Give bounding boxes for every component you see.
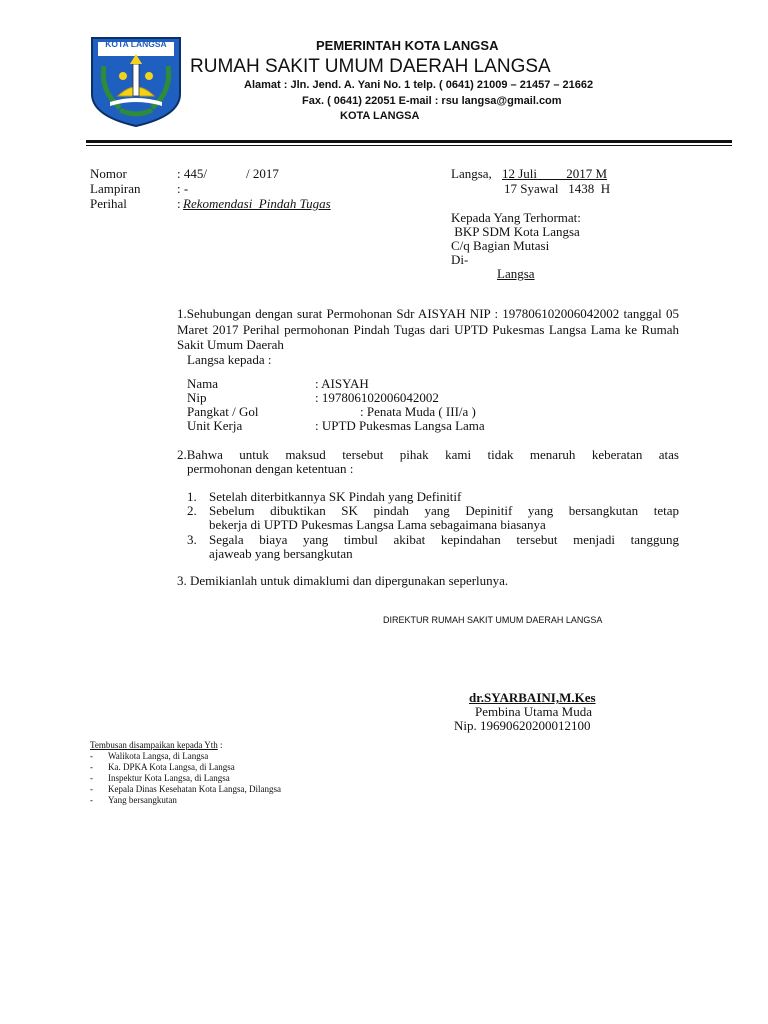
paragraph-1-last-line: Langsa kepada : <box>187 352 272 367</box>
cc-heading: Tembusan disampaikan kepada Yth <box>90 740 218 750</box>
cc-heading-colon: : <box>217 740 223 750</box>
paragraph-2-text: 2.Bahwa untuk maksud tersebut pihak kami tidak menaruh keberatan atas <box>177 447 679 462</box>
recipient-line-1: Kepada Yang Terhormat: <box>451 210 581 225</box>
government-name: PEMERINTAH KOTA LANGSA <box>316 38 499 53</box>
cc-item: - Ka. DPKA Kota Langsa, di Langsa <box>90 762 235 772</box>
cc-heading-row <box>90 740 223 751</box>
paragraph-1-text: 1.Sehubungan dengan surat Permohonan Sdr AISYAH NIP : 197806102006042002 tanggal 05 Maret 2017 Perihal permohonan Pindah Tugas dari UPTD Pukesmas Langsa Lama ke Rumah Sakit Umum Daerah <box>177 306 679 352</box>
recipient-line-2: BKP SDM Kota Langsa <box>451 224 580 239</box>
condition-1-number: 1. <box>187 489 197 504</box>
date-place: Langsa, <box>451 166 492 181</box>
perihal-colon: : <box>177 196 181 211</box>
emblem-text: KOTA LANGSA <box>105 39 167 49</box>
recipient-line-5: Langsa <box>497 266 535 281</box>
signatory-name: dr.SYARBAINI,M.Kes <box>469 690 596 705</box>
field-label-nama: Nama <box>187 376 219 391</box>
hospital-name: RUMAH SAKIT UMUM DAERAH LANGSA <box>190 56 551 77</box>
nomor-value: : 445/ / 2017 <box>177 166 279 181</box>
letterhead-divider-thick <box>86 140 732 143</box>
recipient-line-3: C/q Bagian Mutasi <box>451 238 550 253</box>
hospital-address: Alamat : Jln. Jend. A. Yani No. 1 telp. ( 0641) 21009 – 21457 – 21662 <box>244 79 594 91</box>
signature-title: DIREKTUR RUMAH SAKIT UMUM DAERAH LANGSA <box>383 615 603 625</box>
cc-item-text: Yang bersangkutan <box>108 795 177 805</box>
cc-item-text: Walikota Langsa, di Langsa <box>108 751 209 761</box>
letterhead-divider-thin <box>86 145 732 146</box>
hospital-city: KOTA LANGSA <box>340 110 420 122</box>
cc-item-text: Inspektur Kota Langsa, di Langsa <box>108 773 230 783</box>
kota-langsa-emblem <box>90 36 182 128</box>
field-value-nip: : 197806102006042002 <box>315 390 439 405</box>
hospital-contact: Fax. ( 0641) 22051 E-mail : rsu langsa@gmail.com <box>302 95 562 107</box>
condition-3-text-line: Segala biaya yang timbul akibat kepindahan tersebut menjadi tanggung <box>209 532 679 547</box>
cc-item: - Kepala Dinas Kesehatan Kota Langsa, Dilangsa <box>90 784 281 794</box>
cc-item: - Walikota Langsa, di Langsa <box>90 751 209 761</box>
recipient-line-4: Di- <box>451 252 469 267</box>
perihal-label: Perihal <box>90 196 127 211</box>
lampiran-label: Lampiran <box>90 181 141 196</box>
lampiran-value: : - <box>177 181 189 196</box>
field-value-nama: : AISYAH <box>315 376 369 391</box>
signatory-rank: Pembina Utama Muda <box>475 704 592 719</box>
date-hijri: 17 Syawal 1438 H <box>504 181 611 196</box>
condition-1-text: Setelah diterbitkannya SK Pindah yang Definitif <box>209 489 462 504</box>
nomor-label: Nomor <box>90 166 127 181</box>
field-value-unit: : UPTD Pukesmas Langsa Lama <box>315 418 485 433</box>
condition-2-text-line: Sebelum dibuktikan SK pindah yang Depinitif yang bersangkutan tetap <box>209 503 679 518</box>
field-label-nip: Nip <box>187 390 207 405</box>
condition-2-number: 2. <box>187 503 197 518</box>
cc-item-text: Ka. DPKA Kota Langsa, di Langsa <box>108 762 235 772</box>
cc-item-text: Kepala Dinas Kesehatan Kota Langsa, Dilangsa <box>108 784 281 794</box>
paragraph-1 <box>177 306 679 353</box>
field-label-pangkat: Pangkat / Gol <box>187 404 259 419</box>
condition-2-last-line: bekerja di UPTD Pukesmas Langsa Lama sebagaimana biasanya <box>209 517 546 532</box>
paragraph-2-last-line: permohonan dengan ketentuan : <box>187 461 354 476</box>
condition-3-number: 3. <box>187 532 197 547</box>
field-label-unit: Unit Kerja <box>187 418 243 433</box>
signatory-nip: Nip. 19690620200012100 <box>454 718 591 733</box>
date-gregorian: 12 Juli 2017 M <box>502 166 608 181</box>
condition-3-last-line: ajaweab yang bersangkutan <box>209 546 353 561</box>
paragraph-3: 3. Demikianlah untuk dimaklumi dan dipergunakan seperlunya. <box>177 573 509 588</box>
cc-item: - Yang bersangkutan <box>90 795 177 805</box>
cc-item: - Inspektur Kota Langsa, di Langsa <box>90 773 230 783</box>
perihal-value: Rekomendasi Pindah Tugas <box>183 196 331 211</box>
field-value-pangkat: : Penata Muda ( III/a ) <box>360 404 476 419</box>
